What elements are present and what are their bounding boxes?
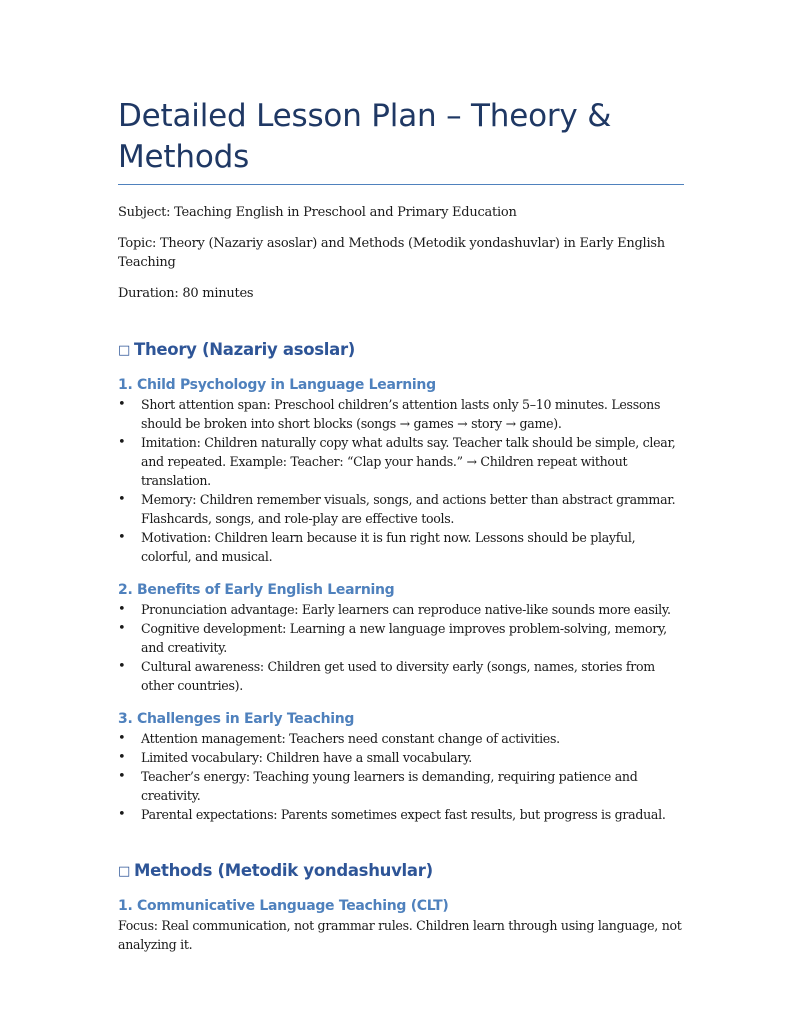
bullet-icon: • — [118, 659, 126, 674]
list-item: • Attention management: Teachers need constant change of activities. — [118, 731, 560, 746]
section-heading-challenges: 3. Challenges in Early Teaching — [118, 711, 355, 727]
list-item: • Memory: Children remember visuals, songs, and actions better than abstract grammar. Flashcards, songs, and role-play are effective tools. — [118, 492, 676, 526]
bullet-icon: • — [118, 602, 126, 617]
duration-line: Duration: 80 minutes — [118, 286, 254, 301]
list-item: • Motivation: Children learn because it is fun right now. Lessons should be playful, colorful, and musical. — [118, 530, 636, 564]
page-title: Detailed Lesson Plan – Theory & Methods — [118, 98, 612, 175]
bullet-icon: • — [118, 492, 126, 507]
list-item: • Limited vocabulary: Children have a small vocabulary. — [118, 750, 472, 765]
list-item: • Cognitive development: Learning a new language improves problem-solving, memory, and creativity. — [118, 621, 667, 655]
missing-glyph-icon: □ — [118, 343, 130, 358]
document-page — [118, 96, 684, 954]
list-item: • Short attention span: Preschool children’s attention lasts only 5–10 minutes. Lessons should be broken into short blocks (songs → games → story → game). — [118, 397, 661, 431]
bullet-icon: • — [118, 435, 126, 450]
section-heading-benefits: 2. Benefits of Early English Learning — [118, 582, 395, 598]
bullet-icon: • — [118, 750, 126, 765]
missing-glyph-icon: □ — [118, 864, 130, 879]
list-item: • Cultural awareness: Children get used to diversity early (songs, names, stories from other countries). — [118, 659, 655, 693]
subject-line: Subject: Teaching English in Preschool and Primary Education — [118, 205, 517, 220]
child-psychology-list — [118, 395, 684, 566]
methods-heading-text: Methods (Metodik yondashuvlar) — [133, 861, 433, 880]
bullet-icon: • — [118, 769, 126, 784]
clt-focus-text: Focus: Real communication, not grammar rules. Children learn through using language, not analyzing it. — [118, 918, 682, 952]
bullet-icon: • — [118, 807, 126, 822]
theory-heading — [118, 338, 684, 363]
bullet-icon: • — [118, 397, 126, 412]
bullet-icon: • — [118, 530, 126, 545]
topic-line: Topic: Theory (Nazariy asoslar) and Methods (Metodik yondashuvlar) in Early English Teaching — [118, 236, 665, 270]
bullet-icon: • — [118, 731, 126, 746]
list-item: • Teacher’s energy: Teaching young learners is demanding, requiring patience and creativity. — [118, 769, 638, 803]
section-heading-child-psychology: 1. Child Psychology in Language Learning — [118, 377, 436, 393]
list-item: • Parental expectations: Parents sometimes expect fast results, but progress is gradual. — [118, 807, 666, 822]
benefits-list — [118, 600, 684, 695]
challenges-list — [118, 729, 684, 824]
list-item: • Pronunciation advantage: Early learners can reproduce native-like sounds more easily. — [118, 602, 671, 617]
section-heading-clt: 1. Communicative Language Teaching (CLT) — [118, 898, 449, 914]
theory-heading-text: Theory (Nazariy asoslar) — [133, 340, 356, 359]
methods-heading — [118, 859, 684, 884]
bullet-icon: • — [118, 621, 126, 636]
list-item: • Imitation: Children naturally copy what adults say. Teacher talk should be simple, clear, and repeated. Example: Teacher: “Clap your hands.” → Children repeat without translation. — [118, 435, 676, 488]
title-underline — [118, 184, 684, 185]
